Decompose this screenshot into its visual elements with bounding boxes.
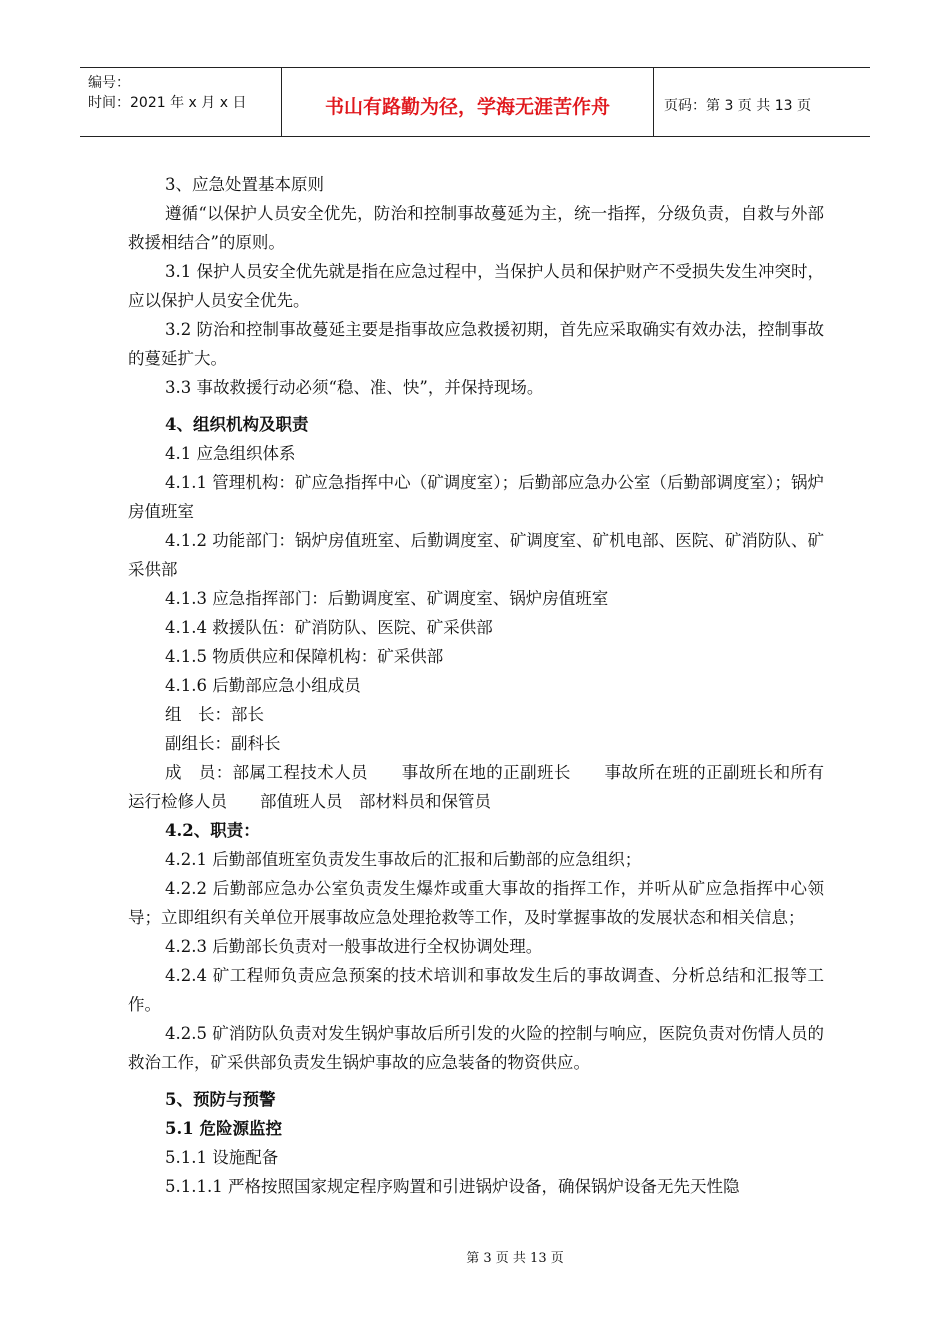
paragraph: 4.1.6 后勤部应急小组成员 xyxy=(165,676,361,695)
paragraph: 3.3 事故救援行动必须“稳、准、快”，并保持现场。 xyxy=(165,378,544,397)
paragraph: 3.1 保护人员安全优先就是指在应急过程中，当保护人员和保护财产不受损失发生冲突时，应以保护人员安全优先。 xyxy=(128,262,824,310)
header-motto: 书山有路勤为径，学海无涯苦作舟 xyxy=(282,68,654,136)
page-header xyxy=(80,67,870,137)
section-heading: 4.2、职责： xyxy=(165,821,260,840)
header-meta xyxy=(80,68,282,136)
paragraph: 4.2.4 矿工程师负责应急预案的技术培训和事故发生后的事故调查、分析总结和汇报等工作。 xyxy=(128,966,824,1014)
paragraph: 成 员：部属工程技术人员 事故所在地的正副班长 事故所在班的正副班长和所有运行检修人员 部值班人员 部材料员和保管员 xyxy=(128,763,824,811)
paragraph: 4.1.4 救援队伍：矿消防队、医院、矿采供部 xyxy=(165,618,493,637)
section-heading: 4、组织机构及职责 xyxy=(165,415,309,434)
paragraph: 4.1.3 应急指挥部门：后勤调度室、矿调度室、锅炉房值班室 xyxy=(165,589,609,608)
paragraph: 4.2.2 后勤部应急办公室负责发生爆炸或重大事故的指挥工作，并听从矿应急指挥中心领导；立即组织有关单位开展事故应急处理抢救等工作，及时掌握事故的发展状态和相关信息； xyxy=(128,879,824,927)
paragraph: 副组长：副科长 xyxy=(165,734,281,753)
paragraph: 遵循“以保护人员安全优先，防治和控制事故蔓延为主，统一指挥，分级负责，自救与外部救援相结合”的原则。 xyxy=(128,204,824,252)
paragraph: 4.2.5 矿消防队负责对发生锅炉事故后所引发的火险的控制与响应，医院负责对伤情人员的救治工作，矿采供部负责发生锅炉事故的应急装备的物资供应。 xyxy=(128,1024,824,1072)
section-heading: 5.1 危险源监控 xyxy=(165,1119,282,1138)
paragraph: 5.1.1.1 严格按照国家规定程序购置和引进锅炉设备，确保锅炉设备无先天性隐 xyxy=(165,1177,740,1196)
paragraph: 3、应急处置基本原则 xyxy=(165,175,324,194)
header-page-info: 页码：第 3 页 共 13 页 xyxy=(664,98,811,114)
paragraph: 5.1.1 设施配备 xyxy=(165,1148,279,1167)
paragraph: 4.1.1 管理机构：矿应急指挥中心（矿调度室）；后勤部应急办公室（后勤部调度室）；锅炉房值班室 xyxy=(128,473,824,521)
paragraph: 4.1.5 物质供应和保障机构：矿采供部 xyxy=(165,647,444,666)
paragraph: 4.2.3 后勤部长负责对一般事故进行全权协调处理。 xyxy=(165,937,543,956)
document-date: 时间：2021 年 x 月 x 日 xyxy=(88,95,247,111)
paragraph: 组 长：部长 xyxy=(165,705,264,724)
document-body xyxy=(128,170,824,1201)
page-footer: 第 3 页 共 13 页 xyxy=(466,1251,564,1266)
paragraph: 4.1 应急组织体系 xyxy=(165,444,296,463)
paragraph: 4.1.2 功能部门：锅炉房值班室、后勤调度室、矿调度室、矿机电部、医院、矿消防队、矿采供部 xyxy=(128,531,824,579)
paragraph: 3.2 防治和控制事故蔓延主要是指事故应急救援初期，首先应采取确实有效办法，控制事故的蔓延扩大。 xyxy=(128,320,824,368)
section-heading: 5、预防与预警 xyxy=(165,1090,276,1109)
paragraph: 4.2.1 后勤部值班室负责发生事故后的汇报和后勤部的应急组织； xyxy=(165,850,642,869)
document-number-label: 编号： xyxy=(88,75,130,91)
